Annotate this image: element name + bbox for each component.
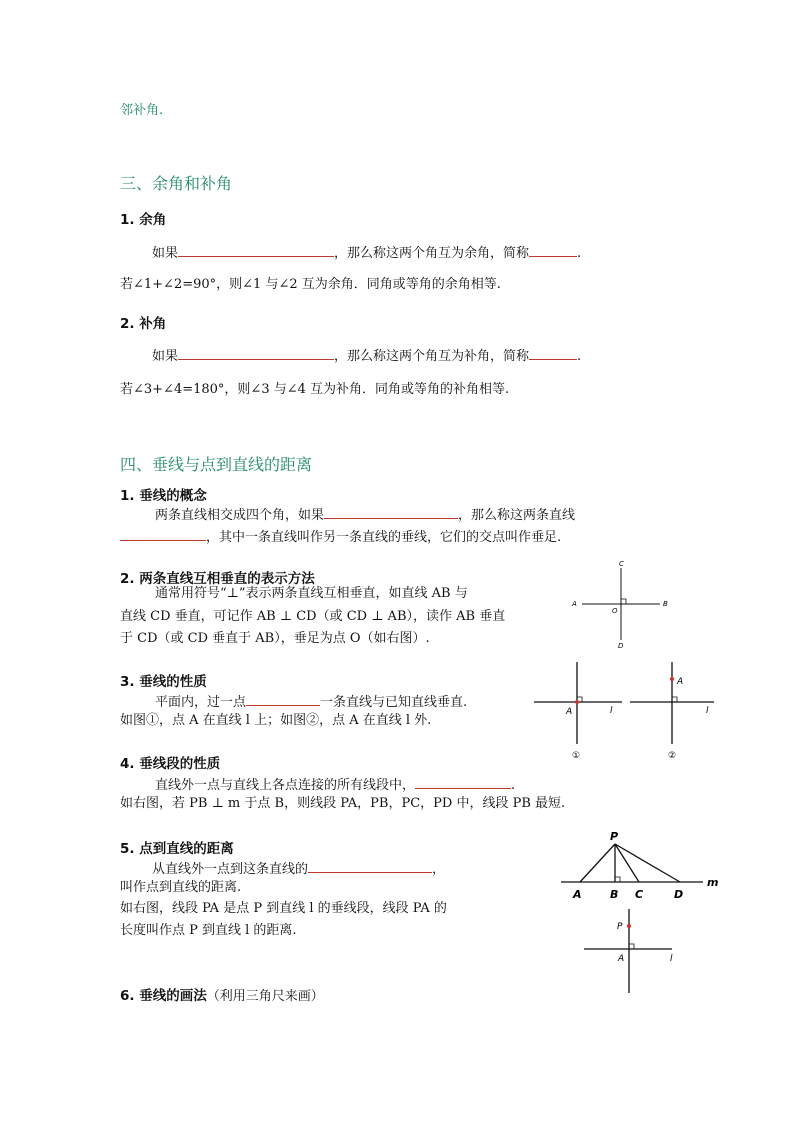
fill-blank[interactable] [324,505,458,519]
label-b: B [610,888,619,901]
perpendicular-concept-line2 [120,527,561,544]
property-line1 [155,692,467,709]
distance-figure [580,905,690,997]
label-a: A [618,954,625,964]
text: ，其中一条直线叫作另一条直线的垂线，它们的交点叫作垂足. [206,530,562,545]
label-c: C [619,560,624,568]
notation-line1: 通常用符号“⊥”表示两条直线互相垂直，如直线 AB 与 [155,586,468,601]
fill-blank[interactable] [178,346,334,360]
segment-pd [615,844,680,882]
figure-1-point-on-line [530,656,630,764]
text: ， [432,862,446,877]
fill-blank[interactable] [246,692,320,706]
point-a [670,677,674,681]
label-a: A [566,707,573,717]
segment-property-title: 4. 垂线段的性质 [120,756,221,772]
point-p [627,924,631,928]
distance-title: 5. 点到直线的距离 [120,841,234,857]
label-l: l [610,706,613,716]
label-a: A [572,600,577,608]
complementary-property: 若∠1+∠2=90°，则∠1 与∠2 互为余角．同角或等角的余角相等. [120,277,501,292]
text: 6. 垂线的画法 [120,988,207,1004]
label-m: m [707,876,719,889]
fill-blank[interactable] [120,527,206,541]
text: ，那么称这两条直线 [458,508,576,523]
drawing-method-title [120,984,324,1004]
property-line2: 如图①，点 A 在直线 l 上；如图②，点 A 在直线 l 外. [120,713,432,728]
right-angle-mark [672,697,677,702]
caption-1: ① [572,751,581,761]
segment-property-line2: 如右图，若 PB ⊥ m 于点 B，则线段 PA，PB，PC，PD 中，线段 PB 最短. [120,796,566,811]
perpendicular-concept-title: 1. 垂线的概念 [120,488,207,504]
supplementary-title: 2. 补角 [120,316,167,332]
text: 如果 [152,246,179,261]
text: ，那么称这两个角互为余角，简称 [334,246,530,261]
text: 平面内，过一点 [155,695,247,710]
notation-line3: 于 CD（或 CD 垂直于 AB），垂足为点 O（如右图）. [120,631,430,646]
previous-text-tail: 邻补角. [120,103,164,118]
distance-line4: 长度叫作点 P 到直线 l 的距离. [120,923,297,938]
notation-line2: 直线 CD 垂直，可记作 AB ⊥ CD（或 CD ⊥ AB），读作 AB 垂直 [120,609,506,624]
label-b: B [663,600,668,608]
perpendicular-figure [568,558,678,654]
text: ，那么称这两个角互为补角，简称 [334,349,530,364]
label-o: O [612,607,618,615]
fill-blank[interactable] [529,243,577,257]
fill-blank[interactable] [178,243,334,257]
perpendicular-concept-line1 [155,505,575,522]
property-title: 3. 垂线的性质 [120,674,207,690]
label-d: D [618,642,624,650]
caption-2: ② [668,751,677,761]
text: . [577,349,582,364]
label-l: l [706,706,709,716]
distance-line1 [152,859,445,876]
notation-title: 2. 两条直线互相垂直的表示方法 [120,571,315,587]
fill-blank[interactable] [529,346,577,360]
section-4-title: 四、垂线与点到直线的距离 [120,455,313,474]
text: 一条直线与已知直线垂直. [320,695,468,710]
text: . [511,778,516,793]
right-angle-mark [621,599,626,604]
fill-blank[interactable] [415,775,511,789]
segment-property-line1 [155,775,515,792]
right-angle-mark [615,877,620,882]
complementary-definition [152,243,581,260]
text: （利用三角尺来画） [206,989,324,1004]
right-angle-mark [629,944,634,949]
label-d: D [674,888,684,901]
text: 如果 [152,349,179,364]
label-p: P [610,830,619,843]
label-a: A [573,888,582,901]
supplementary-property: 若∠3+∠4=180°，则∠3 与∠4 互为补角．同角或等角的补角相等. [120,382,510,397]
section-3-title: 三、余角和补角 [120,174,233,193]
distance-line2: 叫作点到直线的距离. [120,880,242,895]
label-l: l [670,954,673,964]
segment-pc [615,844,639,882]
fill-blank[interactable] [308,859,432,873]
text: 两条直线相交成四个角，如果 [155,508,325,523]
text: 从直线外一点到这条直线的 [152,862,309,877]
text: . [577,246,582,261]
complementary-title: 1. 余角 [120,212,167,228]
figure-2-point-off-line [626,656,726,764]
distance-line3: 如右图，线段 PA 是点 P 到直线 l 的垂线段，线段 PA 的 [120,901,447,916]
label-c: C [635,888,644,901]
perpendicular-segment-figure [555,828,735,904]
point-a [575,700,579,704]
text: 直线外一点与直线上各点连接的所有线段中， [155,778,416,793]
supplementary-definition [152,346,581,363]
label-a: A [677,677,684,687]
label-p: P [617,922,623,932]
segment-pa [580,844,615,882]
